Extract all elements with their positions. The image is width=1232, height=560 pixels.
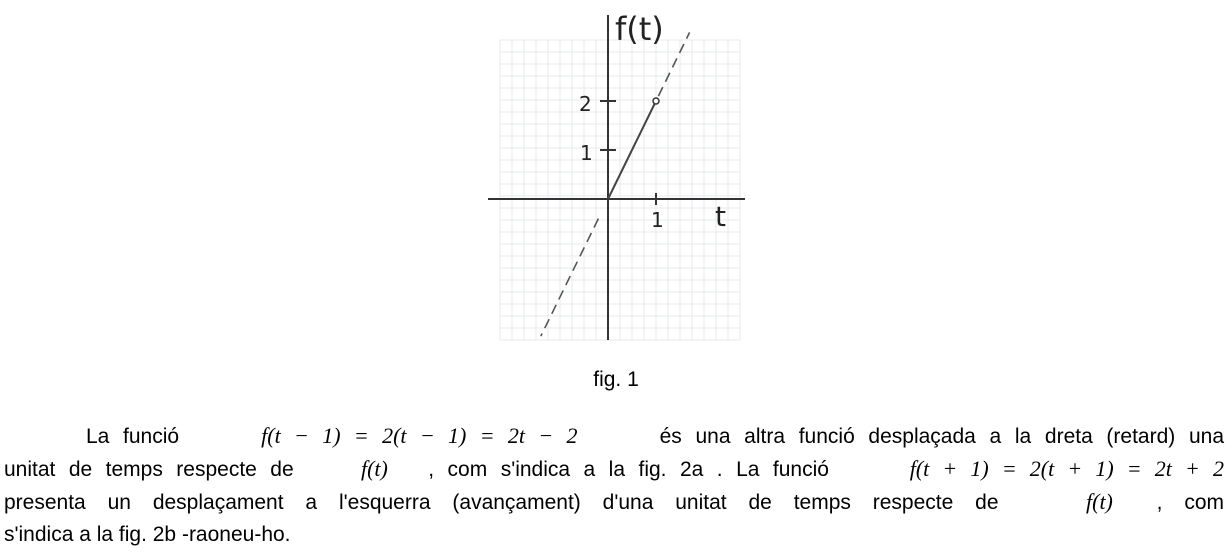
paragraph-line-2 [4, 453, 1224, 486]
text-segment: , com s'indica a la fig. 2a . La funció [428, 458, 829, 481]
paragraph-line-4: s'indica a la fig. 2b -raoneu-ho. [4, 523, 291, 546]
text-segment: és una altra funció desplaçada a la dreta (retard) una [659, 425, 1224, 448]
figure-1-plot [460, 0, 760, 350]
series-extension-left [541, 219, 599, 337]
text-segment: La funció [86, 425, 180, 448]
grid [500, 40, 740, 340]
x-axis-label: t [715, 200, 726, 233]
text-segment: , com [1156, 491, 1224, 514]
y-axis-label: f(t) [615, 10, 664, 48]
equation: f(t + 1) = 2(t + 1) = 2t + 2 [909, 456, 1224, 481]
x-tick-label-1: 1 [651, 208, 664, 232]
figure-caption: fig. 1 [593, 368, 639, 391]
paragraph-line-3 [4, 486, 1224, 519]
y-tick-label-1: 1 [580, 141, 593, 165]
equation: f(t − 1) = 2(t − 1) = 2t − 2 [261, 423, 578, 448]
open-point-marker [653, 98, 659, 104]
equation: f(t) [360, 456, 388, 481]
body-paragraph [4, 420, 1224, 551]
y-tick-label-2: 2 [579, 92, 592, 116]
equation: f(t) [1086, 489, 1113, 514]
text-segment: presenta un desplaçament a l'esquerra (avançament) d'una unitat de temps respecte de [4, 491, 999, 514]
text-segment: unitat de temps respecte de [4, 458, 294, 481]
paragraph-line-1 [4, 420, 1224, 453]
